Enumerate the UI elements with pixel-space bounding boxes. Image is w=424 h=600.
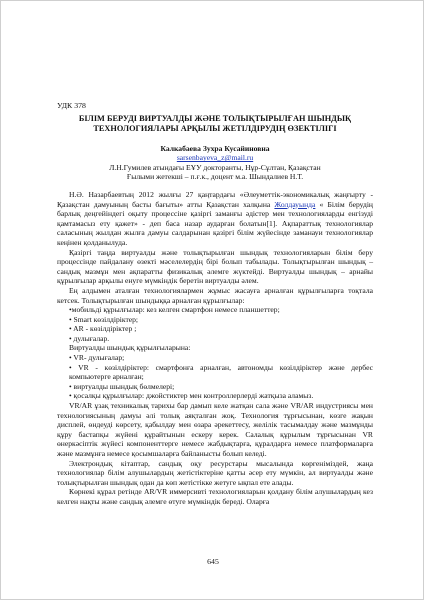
vr-list-item: • виртуалды шындық бөлмелері;	[69, 381, 175, 391]
ar-list-item: • AR - көзілдіріктер ;	[69, 324, 137, 334]
address-link[interactable]: Жолдауында	[274, 199, 316, 209]
article-title	[57, 114, 373, 134]
udk-code: УДК 378	[57, 101, 86, 110]
ar-list-item: • дулығалар.	[69, 333, 110, 343]
ar-list-item: •мобильді құрылғылар: кез келген смартфон немесе планшеттер;	[69, 305, 280, 315]
page-number: 645	[207, 557, 219, 566]
paragraph-1-part-b: « Білім берудің барлық деңгейіндегі оқыту процессіне қазіргі заманғы әдістер мен технологияларды енгізуді қамтамасыз ету қажет» - деп баса назар аударған болатын[1]. Ақпараттық технологиялар саласының жылдан жылға дамуы салдарынан қазіргі білім жүйесінде заманауи технологиялар кеңінен қолданылуда.	[57, 199, 373, 247]
paragraph-5: Электрондық кітаптар, сандық оқу ресурстары мысалында көргеніміздей, жаңа технологиялар білім алушылардың жетістіктеріне қатты әсер ету мүмкін, ал виртуалды және толықтырылған шындық одан да көп жетістікке жетуге ықпал ете алады.	[57, 458, 373, 487]
author-email-link[interactable]: sarsenbayeva_z@mail.ru	[176, 153, 254, 163]
paragraph-2: Қазіргі таңда виртуалды және толықтырылған шындық технологияларын білім беру процессінде пайдалану өзекті мәселелердің бірі болып табылады. Толықтырылған шындық – сандық мазмұн мен ақпаратты физикалық әлемге жүктейді. Виртуалды шындық – арнайы құрылғылар арқылы енуге мүмкіндік беретін виртуалды әлем.	[57, 247, 373, 286]
paragraph-6: Көрнекі құрал ретінде AR/VR иммерсивті технологияларын қолдану білім алушылардың кез келген нақты және сандық әлемге өтуге мүмкіндік береді. Оларға	[57, 487, 373, 506]
scientific-supervisor: Ғылыми жетекші – п.ғ.к., доцент м.а. Шындалиев Н.Т.	[126, 172, 304, 182]
paragraph-1	[57, 190, 373, 248]
author-affiliation: Л.Н.Гумилев атындағы ЕҰУ докторанты, Нұр-Сұлтан, Қазақстан	[109, 162, 321, 172]
paragraph-3: Ең алдымен аталған технологиялармен жұмыс жасауға арналған құрылғыларға тоқтала кетсек. Толықтырылған шындыққа арналған құрылғылар:	[57, 285, 373, 305]
title-line-2: ТЕХНОЛОГИЯЛАРЫ АРҚЫЛЫ ЖЕТІЛДІРУДІҢ ӨЗЕКТІЛІГІ	[93, 123, 337, 133]
vr-list-item: • VR - көзілдіріктер: смартфонға арналған, автономды көзілдіріктер және дербес компьютерге арналған;	[69, 362, 373, 382]
title-line-1: БІЛІМ БЕРУДІ ВИРТУАЛДЫ ЖӘНЕ ТОЛЫҚТЫРЫЛҒАН ШЫНДЫҚ	[78, 113, 352, 123]
paragraph-4: VR/AR ұзақ техникалық тарихы бар дамып келе жатқан сала және VR/AR индустриясы мен технологиясының дамуы әлі толық аяқталған жоқ. Технология тұрғысынан, көзге жақын дисплей, өндеуді көрсету, қабылдау мен өзара әрекеттесу, желілік тасымалдау және мазмұнды құру бастапқы жүйені құрайтынын ескеру керек. Салалық құрылым тұрғысынан VR өнеркәсіптік жүйесі компоненттерге немесе жабдықтарға, құралдарға немесе платформаларға және мазмұнға немесе қосымшаларға байланысты болып келеді.	[57, 401, 373, 458]
paragraph-1-part-a: Н.Ә. Назарбаевтың 2012 жылғы 27 қаңтардағы «Әлеуметтік-экономикалық жаңғырту - Қазақстан дамуының басты бағыты» атты Қазақстан халқына	[57, 189, 373, 209]
vr-list-item: • VR- дулығалар;	[69, 353, 125, 363]
spacer	[57, 182, 373, 190]
author-name: Калкабаева Зухра Кусайиновна	[160, 143, 270, 153]
ar-list-item: • Smart көзілдіріктер;	[69, 314, 139, 324]
article-content	[57, 101, 373, 507]
vr-list-intro: Виртуалды шындық құрылғыларына:	[69, 343, 191, 353]
vr-list-item: • қосалқы құрылғылар: джойстиктер мен контроллерлерді жатқыза аламыз.	[69, 391, 314, 401]
